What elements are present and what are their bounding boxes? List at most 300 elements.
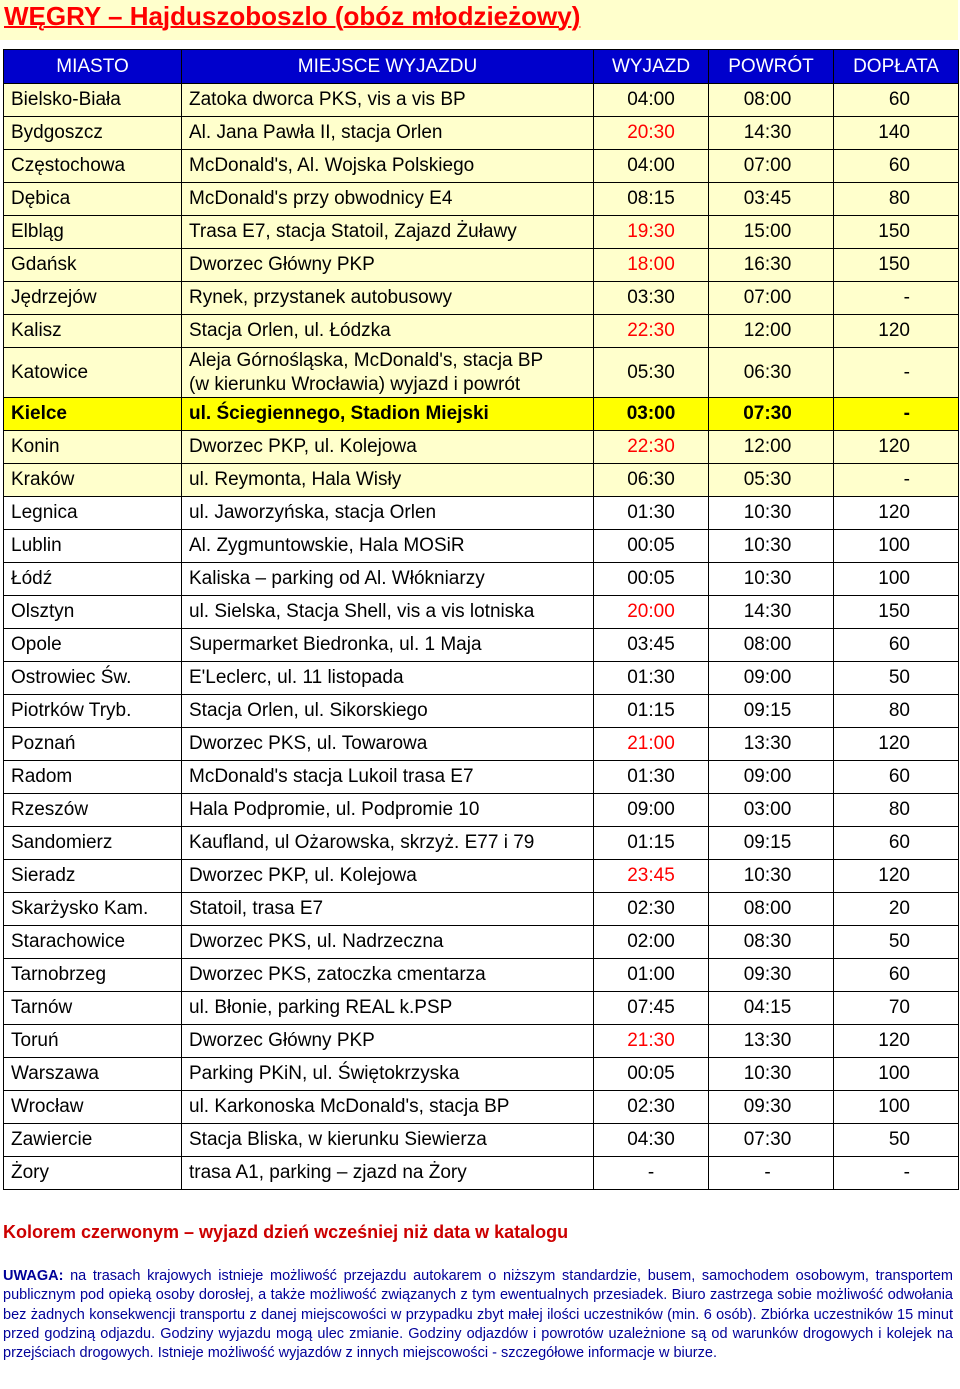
departure-cell (594, 117, 709, 150)
extra-fee: 60 (888, 832, 910, 853)
departure-time: 21:30 (627, 1030, 675, 1051)
departure-cell (594, 348, 709, 398)
place-text: Trasa E7, stacja Statoil, Zajazd Żuławy (189, 221, 517, 242)
return-time: 13:30 (743, 733, 792, 754)
return-cell (709, 315, 834, 348)
extra-fee-cell (834, 827, 959, 860)
place-text: Hala Podpromie, ul. Podpromie 10 (189, 799, 480, 820)
departure-cell (594, 959, 709, 992)
city-cell (4, 926, 182, 959)
place-cell (182, 596, 594, 629)
place-text: Stacja Orlen, ul. Sikorskiego (189, 700, 428, 721)
place-cell (182, 150, 594, 183)
place-text: McDonald's stacja Lukoil trasa E7 (189, 766, 474, 787)
return-cell (709, 249, 834, 282)
return-cell (709, 117, 834, 150)
city-cell (4, 728, 182, 761)
extra-fee-cell (834, 926, 959, 959)
extra-fee: 150 (878, 221, 910, 242)
red-color-legend-note: Kolorem czerwonym – wyjazd dzień wcześniej niż data w katalogu (3, 1222, 569, 1242)
city-text: Opole (11, 634, 62, 655)
departure-time: 07:45 (627, 997, 675, 1018)
return-cell (709, 497, 834, 530)
place-text: E'Leclerc, ul. 11 listopada (189, 667, 404, 688)
city-text: Katowice (11, 361, 89, 383)
departure-cell (594, 596, 709, 629)
extra-fee-cell (834, 959, 959, 992)
city-cell (4, 398, 182, 431)
return-cell (709, 695, 834, 728)
header-extra-fee: DOPŁATA (834, 50, 959, 84)
departure-cell (594, 1157, 709, 1190)
city-text: Rzeszów (11, 799, 89, 820)
table-row (4, 348, 959, 398)
departure-time: 04:00 (627, 155, 675, 176)
extra-fee: 120 (878, 436, 910, 457)
departure-time: 00:05 (627, 568, 675, 589)
place-cell (182, 728, 594, 761)
return-time: 03:45 (743, 188, 792, 209)
table-row (4, 497, 959, 530)
extra-fee-cell (834, 1025, 959, 1058)
city-text: Zawiercie (11, 1129, 93, 1150)
table-row (4, 315, 959, 348)
return-cell (709, 183, 834, 216)
departure-time: 00:05 (627, 1063, 675, 1084)
return-time: 10:30 (743, 568, 792, 589)
place-cell (182, 860, 594, 893)
extra-fee: - (903, 1162, 910, 1183)
city-text: Radom (11, 766, 73, 787)
departure-time: 01:15 (627, 832, 675, 853)
city-text: Wrocław (11, 1096, 84, 1117)
return-cell (709, 596, 834, 629)
return-time: 07:00 (743, 287, 792, 308)
departure-time: 19:30 (627, 221, 675, 242)
return-time: 09:30 (743, 1096, 792, 1117)
table-row (4, 282, 959, 315)
extra-fee: 20 (888, 898, 910, 919)
departure-cell (594, 315, 709, 348)
extra-fee-cell (834, 629, 959, 662)
return-cell (709, 282, 834, 315)
city-text: Gdańsk (11, 254, 77, 275)
extra-fee: - (903, 403, 910, 424)
place-cell (182, 695, 594, 728)
extra-fee-cell (834, 1157, 959, 1190)
place-cell (182, 563, 594, 596)
extra-fee: - (903, 361, 910, 383)
place-cell (182, 629, 594, 662)
departure-cell (594, 183, 709, 216)
city-cell (4, 183, 182, 216)
table-row (4, 662, 959, 695)
departure-time: 22:30 (627, 320, 675, 341)
city-text: Częstochowa (11, 155, 126, 176)
table-row (4, 761, 959, 794)
notice-text: na trasach krajowych istnieje możliwość przejazdu autokarem o niższym standardzie, busem, samochodem osobowym, transportem publicznym pod opieką osoby dorosłej, a także możliwość związanych z tym ewentualnych przesiadek. Biuro zastrzega sobie możliwość odwołania bez żadnych konsekwencji transportu z danej miejscowości w przypadku zbyt małej ilości uczestników (min. 6 osób). Zbiórka uczestników 15 minut przed godziną odjazdu. Godziny wyjazdu mogą ulec zmianie. Godziny odjazdów i powrotów uzależnione są od warunków drogowych i kolejek na przejściach drogowych. Istnieje możliwość wyjazdów z innych miejscowości - szczegółowe informacje w biurze. (3, 1268, 953, 1362)
extra-fee: 80 (888, 700, 910, 721)
extra-fee-cell (834, 530, 959, 563)
city-cell (4, 117, 182, 150)
return-time: 08:00 (743, 634, 792, 655)
departure-cell (594, 249, 709, 282)
city-text: Starachowice (11, 931, 126, 952)
city-text: Kalisz (11, 320, 62, 341)
city-text: Kraków (11, 469, 75, 490)
city-text: Toruń (11, 1030, 59, 1051)
extra-fee: 80 (888, 799, 910, 820)
city-text: Warszawa (11, 1063, 99, 1084)
extra-fee: 120 (878, 502, 910, 523)
extra-fee-cell (834, 728, 959, 761)
extra-fee: 50 (888, 667, 910, 688)
extra-fee-cell (834, 249, 959, 282)
city-text: Dębica (11, 188, 71, 209)
departure-cell (594, 431, 709, 464)
place-text: ul. Reymonta, Hala Wisły (189, 469, 402, 490)
table-row (4, 893, 959, 926)
place-cell (182, 926, 594, 959)
extra-fee: 100 (878, 1063, 910, 1084)
return-time: - (764, 1162, 771, 1183)
place-text: Dworzec PKP, ul. Kolejowa (189, 865, 417, 886)
return-time: 10:30 (743, 865, 792, 886)
place-cell (182, 464, 594, 497)
place-cell (182, 1157, 594, 1190)
city-cell (4, 596, 182, 629)
return-time: 09:30 (743, 964, 792, 985)
extra-fee-cell (834, 183, 959, 216)
city-cell (4, 497, 182, 530)
extra-fee-cell (834, 563, 959, 596)
departure-time: 04:00 (627, 89, 675, 110)
place-text: Dworzec Główny PKP (189, 254, 375, 275)
place-cell (182, 282, 594, 315)
return-cell (709, 150, 834, 183)
place-cell (182, 431, 594, 464)
extra-fee-cell (834, 992, 959, 1025)
city-text: Piotrków Tryb. (11, 700, 132, 721)
city-cell (4, 150, 182, 183)
return-cell (709, 662, 834, 695)
table-row (4, 117, 959, 150)
extra-fee: - (903, 469, 910, 490)
city-cell (4, 315, 182, 348)
city-text: Bydgoszcz (11, 122, 103, 143)
departure-cell (594, 695, 709, 728)
return-time: 10:30 (743, 502, 792, 523)
place-cell (182, 216, 594, 249)
city-cell (4, 249, 182, 282)
departure-cell (594, 530, 709, 563)
return-time: 14:30 (743, 122, 792, 143)
city-cell (4, 1091, 182, 1124)
departure-cell (594, 827, 709, 860)
return-cell (709, 431, 834, 464)
table-row (4, 530, 959, 563)
departure-cell (594, 992, 709, 1025)
table-row (4, 959, 959, 992)
place-cell (182, 183, 594, 216)
city-cell (4, 662, 182, 695)
departure-time: 06:30 (627, 469, 675, 490)
place-cell (182, 1058, 594, 1091)
table-row (4, 629, 959, 662)
departure-time: - (647, 1162, 655, 1183)
departure-time: 01:30 (627, 502, 675, 523)
return-cell (709, 1124, 834, 1157)
place-text: Dworzec PKS, ul. Nadrzeczna (189, 931, 444, 952)
return-time: 09:00 (743, 667, 792, 688)
place-text: ul. Sielska, Stacja Shell, vis a vis lotniska (189, 601, 535, 622)
departure-cell (594, 150, 709, 183)
city-cell (4, 84, 182, 117)
city-cell (4, 827, 182, 860)
extra-fee-cell (834, 596, 959, 629)
extra-fee-cell (834, 860, 959, 893)
table-row (4, 1058, 959, 1091)
return-cell (709, 563, 834, 596)
place-cell (182, 84, 594, 117)
city-text: Bielsko-Biała (11, 89, 121, 110)
table-row (4, 596, 959, 629)
return-cell (709, 464, 834, 497)
place-cell (182, 893, 594, 926)
departure-time: 03:00 (626, 403, 676, 424)
city-text: Poznań (11, 733, 76, 754)
table-row (4, 695, 959, 728)
departure-time: 01:30 (627, 766, 675, 787)
city-cell (4, 464, 182, 497)
extra-fee-cell (834, 1124, 959, 1157)
place-cell (182, 348, 594, 398)
return-cell (709, 761, 834, 794)
return-cell (709, 1025, 834, 1058)
extra-fee-cell (834, 1091, 959, 1124)
city-text: Sieradz (11, 865, 76, 886)
return-time: 13:30 (743, 1030, 792, 1051)
city-text: Lublin (11, 535, 62, 556)
extra-fee-cell (834, 431, 959, 464)
city-text: Tarnów (11, 997, 73, 1018)
extra-fee-cell (834, 761, 959, 794)
city-cell (4, 216, 182, 249)
return-cell (709, 84, 834, 117)
departure-cell (594, 629, 709, 662)
place-text: ul. Ściegiennego, Stadion Miejski (189, 403, 489, 424)
city-cell (4, 348, 182, 398)
extra-fee: 100 (878, 568, 910, 589)
extra-fee: 50 (888, 931, 910, 952)
extra-fee: 140 (878, 122, 910, 143)
city-text: Elbląg (11, 221, 64, 242)
departure-cell (594, 893, 709, 926)
return-time: 12:00 (743, 436, 792, 457)
city-cell (4, 1157, 182, 1190)
departure-cell (594, 1124, 709, 1157)
return-time: 07:30 (743, 1129, 792, 1150)
return-cell (709, 794, 834, 827)
return-time: 09:15 (743, 832, 792, 853)
place-cell (182, 530, 594, 563)
place-text: Dworzec PKS, ul. Towarowa (189, 733, 428, 754)
city-text: Legnica (11, 502, 78, 523)
table-row (4, 1025, 959, 1058)
extra-fee: 60 (888, 964, 910, 985)
return-cell (709, 827, 834, 860)
departure-time: 22:30 (627, 436, 675, 457)
extra-fee-cell (834, 794, 959, 827)
city-text: Jędrzejów (11, 287, 97, 308)
return-cell (709, 959, 834, 992)
table-row (4, 1124, 959, 1157)
return-time: 08:00 (743, 898, 792, 919)
place-text: Dworzec Główny PKP (189, 1030, 375, 1051)
departure-time: 23:45 (627, 865, 675, 886)
departure-cell (594, 794, 709, 827)
return-cell (709, 398, 834, 431)
departure-time: 20:00 (627, 601, 675, 622)
departure-time: 01:15 (627, 700, 675, 721)
extra-fee: 120 (878, 1030, 910, 1051)
header-return: POWRÓT (709, 50, 834, 84)
return-time: 03:00 (743, 799, 792, 820)
place-text: ul. Karkonoska McDonald's, stacja BP (189, 1096, 510, 1117)
extra-fee: 120 (878, 865, 910, 886)
return-time: 15:00 (743, 221, 792, 242)
place-cell (182, 761, 594, 794)
city-cell (4, 992, 182, 1025)
city-cell (4, 794, 182, 827)
place-line-2: (w kierunku Wrocławia) wyjazd i powrót (189, 373, 521, 395)
return-time: 10:30 (743, 535, 792, 556)
extra-fee: 100 (878, 535, 910, 556)
extra-fee: 50 (888, 1129, 910, 1150)
extra-fee-cell (834, 282, 959, 315)
table-row (4, 794, 959, 827)
city-cell (4, 761, 182, 794)
return-time: 10:30 (743, 1063, 792, 1084)
departure-time: 09:00 (627, 799, 675, 820)
extra-fee-cell (834, 497, 959, 530)
city-cell (4, 1124, 182, 1157)
table-row (4, 728, 959, 761)
table-row (4, 827, 959, 860)
extra-fee: 100 (878, 1096, 910, 1117)
return-cell (709, 860, 834, 893)
departure-cell (594, 860, 709, 893)
return-time: 05:30 (743, 469, 792, 490)
departure-cell (594, 1025, 709, 1058)
departure-cell (594, 563, 709, 596)
place-text: ul. Błonie, parking REAL k.PSP (189, 997, 453, 1018)
city-text: Ostrowiec Św. (11, 667, 132, 688)
city-cell (4, 431, 182, 464)
extra-fee-cell (834, 117, 959, 150)
extra-fee-cell (834, 695, 959, 728)
city-text: Kielce (11, 403, 67, 424)
city-cell (4, 893, 182, 926)
return-time: 08:30 (743, 931, 792, 952)
place-cell (182, 398, 594, 431)
table-row (4, 563, 959, 596)
place-text: Supermarket Biedronka, ul. 1 Maja (189, 634, 482, 655)
table-row (4, 398, 959, 431)
departure-cell (594, 1091, 709, 1124)
extra-fee-cell (834, 216, 959, 249)
table-row (4, 992, 959, 1025)
extra-fee: 60 (888, 634, 910, 655)
extra-fee-cell (834, 662, 959, 695)
city-text: Konin (11, 436, 60, 457)
table-row (4, 150, 959, 183)
departure-cell (594, 84, 709, 117)
place-text: Statoil, trasa E7 (189, 898, 324, 919)
extra-fee-cell (834, 464, 959, 497)
place-text: Kaufland, ul Ożarowska, skrzyż. E77 i 79 (189, 832, 535, 853)
city-text: Żory (11, 1162, 49, 1183)
place-text: McDonald's przy obwodnicy E4 (189, 188, 453, 209)
place-cell (182, 959, 594, 992)
place-text: Dworzec PKP, ul. Kolejowa (189, 436, 417, 457)
table-row (4, 216, 959, 249)
place-text: Rynek, przystanek autobusowy (189, 287, 452, 308)
header-city: MIASTO (4, 50, 182, 84)
notice-label: UWAGA: (3, 1268, 64, 1284)
extra-fee-cell (834, 315, 959, 348)
extra-fee: 70 (888, 997, 910, 1018)
title-bar (0, 0, 958, 40)
place-cell (182, 827, 594, 860)
departure-time: 00:05 (627, 535, 675, 556)
extra-fee: 150 (878, 601, 910, 622)
extra-fee-cell (834, 1058, 959, 1091)
city-cell (4, 1058, 182, 1091)
city-text: Olsztyn (11, 601, 75, 622)
departure-schedule-table (3, 49, 959, 1190)
table-row (4, 431, 959, 464)
table-row (4, 926, 959, 959)
city-cell (4, 1025, 182, 1058)
page-title: WĘGRY – Hajduszoboszlo (obóz młodzieżowy) (4, 1, 581, 31)
place-line-1: Aleja Górnośląska, McDonald's, stacja BP (189, 349, 544, 371)
table-row (4, 1091, 959, 1124)
place-text: Zatoka dworca PKS, vis a vis BP (189, 89, 466, 110)
extra-fee-cell (834, 348, 959, 398)
return-time: 08:00 (743, 89, 792, 110)
extra-fee: 60 (888, 766, 910, 787)
return-cell (709, 926, 834, 959)
table-row (4, 84, 959, 117)
departure-cell (594, 216, 709, 249)
place-cell (182, 1124, 594, 1157)
return-time: 09:15 (743, 700, 792, 721)
header-place: MIEJSCE WYJAZDU (182, 50, 594, 84)
city-cell (4, 695, 182, 728)
extra-fee: 60 (888, 89, 910, 110)
city-cell (4, 530, 182, 563)
return-cell (709, 1091, 834, 1124)
return-time: 16:30 (743, 254, 792, 275)
extra-fee: 120 (878, 320, 910, 341)
return-time: 12:00 (743, 320, 792, 341)
departure-cell (594, 398, 709, 431)
extra-fee-cell (834, 398, 959, 431)
departure-cell (594, 662, 709, 695)
return-cell (709, 893, 834, 926)
departure-time: 03:30 (627, 287, 675, 308)
